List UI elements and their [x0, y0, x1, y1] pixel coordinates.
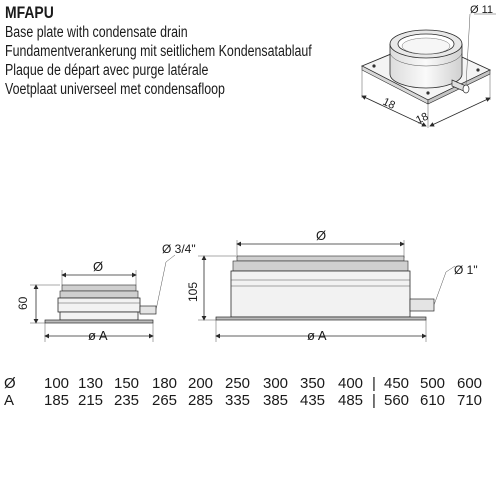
table-separator: |: [372, 375, 376, 392]
large-diameter-label: Ø: [316, 228, 327, 243]
table-row-label-a: A: [4, 392, 15, 409]
table-cell: 450: [384, 375, 410, 392]
small-side-view: [16, 242, 196, 343]
large-height-label: 105: [186, 281, 200, 302]
table-cell: 215: [78, 392, 104, 409]
table-row-label-diameter: Ø: [4, 375, 16, 392]
table-cell: 710: [457, 392, 483, 409]
table-cell: 265: [152, 392, 178, 409]
small-plate-label: ø A: [88, 328, 108, 343]
table-cell: 560: [384, 392, 410, 409]
large-plate-label: ø A: [307, 328, 327, 343]
table-cell: 500: [420, 375, 446, 392]
table-separator: |: [372, 392, 376, 409]
iso-plate-dim-b: 18: [414, 110, 431, 127]
table-cell: 200: [188, 375, 214, 392]
table-cell: 600: [457, 375, 483, 392]
small-base-plate: [45, 320, 153, 323]
description-nl: Voetplaat universeel met condensafloop: [5, 81, 225, 98]
table-cell: 485: [338, 392, 364, 409]
small-height-label: 60: [16, 296, 30, 310]
large-side-view: [186, 228, 478, 343]
table-cell: 335: [225, 392, 251, 409]
large-base-plate: [216, 317, 426, 320]
small-drain-label: Ø 3/4": [162, 242, 196, 256]
table-cell: 435: [300, 392, 326, 409]
table-cell: 185: [44, 392, 70, 409]
description-fr: Plaque de départ avec purge latérale: [5, 62, 209, 79]
table-cell: 300: [263, 375, 289, 392]
table-cell: 285: [188, 392, 214, 409]
iso-plate-dim-a: 18: [380, 95, 397, 112]
table-cell: 610: [420, 392, 446, 409]
table-cell: 130: [78, 375, 104, 392]
table-cell: 150: [114, 375, 140, 392]
table-cell: 400: [338, 375, 364, 392]
isometric-view: [362, 4, 496, 128]
description-en: Base plate with condensate drain: [5, 24, 188, 41]
large-drain-pipe: [410, 299, 434, 311]
large-drain-label: Ø 1": [454, 263, 478, 277]
table-cell: 350: [300, 375, 326, 392]
table-cell: 100: [44, 375, 70, 392]
product-code: MFAPU: [5, 3, 54, 22]
table-cell: 250: [225, 375, 251, 392]
small-diameter-label: Ø: [93, 259, 104, 274]
table-cell: 235: [114, 392, 140, 409]
table-cell: 385: [263, 392, 289, 409]
iso-drain-dim: Ø 11: [470, 4, 494, 16]
small-drain-pipe: [140, 306, 156, 314]
description-de: Fundamentverankerung mit seitlichem Kondensatablauf: [5, 43, 312, 60]
table-cell: 180: [152, 375, 178, 392]
